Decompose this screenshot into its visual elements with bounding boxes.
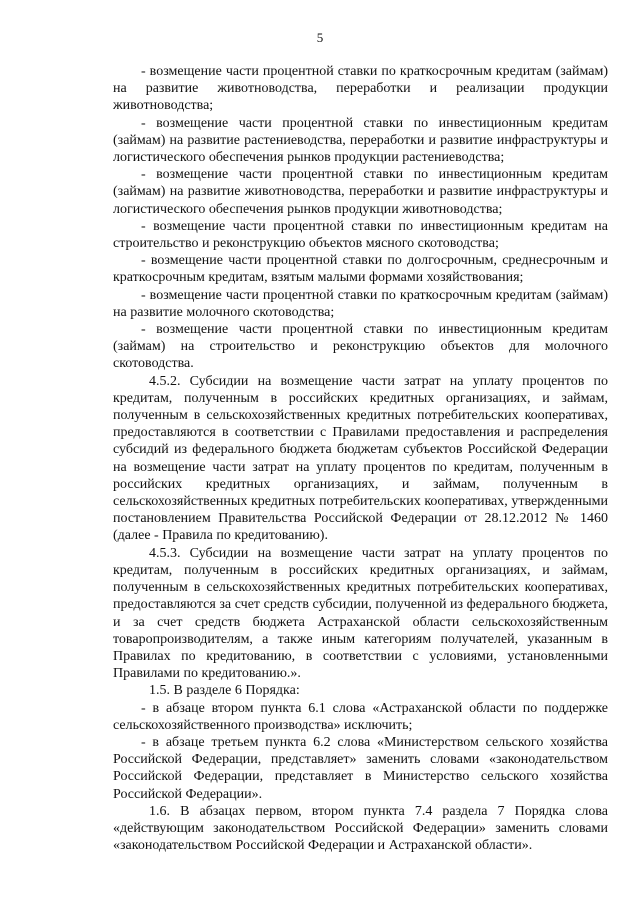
page-number: 5 (316, 30, 324, 45)
paragraph-4-5-3: 4.5.3. Субсидии на возмещение части затрат на уплату процентов по кредитам, полученным в российских кредитных организациях, и займам, полученным в сельскохозяйственных кредитных потребительских кооперативах, предоставляются за счет средств субсидии, полученной из федерального бюджета, и за счет средств бюджета Астраханской области сельскохозяйственным товаропроизводителям, а также иным категориям получателей, указанным в Правилах по кредитованию, в соответствии с условиями, установленными Правилами по кредитованию.». (113, 545, 608, 682)
paragraph-1-6: 1.6. В абзацах первом, втором пункта 7.4 раздела 7 Порядка слова «действующим законодательством Российской Федерации» заменить словами «законодательством Российской Федерации и Астраханской области». (113, 803, 608, 854)
list-item: - возмещение части процентной ставки по краткосрочным кредитам (займам) на развитие животноводства, переработки и реализации продукции животноводства; (113, 64, 608, 114)
paragraph-1-5: 1.5. В разделе 6 Порядка: (149, 683, 300, 699)
list-item: - возмещение части процентной ставки по инвестиционным кредитам (займам) на развитие растениеводства, переработки и развитие инфраструктуры и логистического обеспечения рынков продукции растениеводства; (113, 115, 608, 166)
list-item: - в абзаце втором пункта 6.1 слова «Астраханской области по поддержке сельскохозяйственного производства» исключить; (113, 700, 608, 733)
list-item: - возмещение части процентной ставки по инвестиционным кредитам на строительство и реконструкцию объектов мясного скотоводства; (113, 218, 608, 252)
list-item: - возмещение части процентной ставки по долгосрочным, среднесрочным и краткосрочным кредитам, взятым малыми формами хозяйствования; (113, 253, 608, 286)
document-body (113, 63, 608, 854)
list-item: - в абзаце третьем пункта 6.2 слова «Министерством сельского хозяйства Российской Федерации, представляет» заменить словами «законодательством Российской Федерации, представляет в Министерство сельского хозяйства Российской Федерации». (113, 734, 608, 802)
list-item: - возмещение части процентной ставки по краткосрочным кредитам (займам) на развитие молочного скотоводства; (113, 287, 608, 320)
list-item: - возмещение части процентной ставки по инвестиционным кредитам (займам) на строительство и реконструкцию объектов для молочного скотоводства. (113, 322, 608, 372)
paragraph-4-5-2: 4.5.2. Субсидии на возмещение части затрат на уплату процентов по кредитам, полученным в российских кредитных организациях, и займам, полученным в сельскохозяйственных кредитных потребительских кооперативах, предоставляются в соответствии с Правилами предоставления и распределения субсидий из федерального бюджета бюджетам субъектов Российской Федерации на возмещение части затрат на уплату процентов по кредитам, полученным в российских кредитных организациях, и займам, полученным в сельскохозяйственных кредитных потребительских кооперативах, утвержденными постановлением Правительства Российской Федерации от 28.12.2012 № 1460 (далее - Правила по кредитованию). (113, 373, 608, 544)
list-item: - возмещение части процентной ставки по инвестиционным кредитам (займам) на развитие животноводства, переработки и развитие инфраструктуры и логистического обеспечения рынков продукции животноводства; (113, 167, 608, 217)
